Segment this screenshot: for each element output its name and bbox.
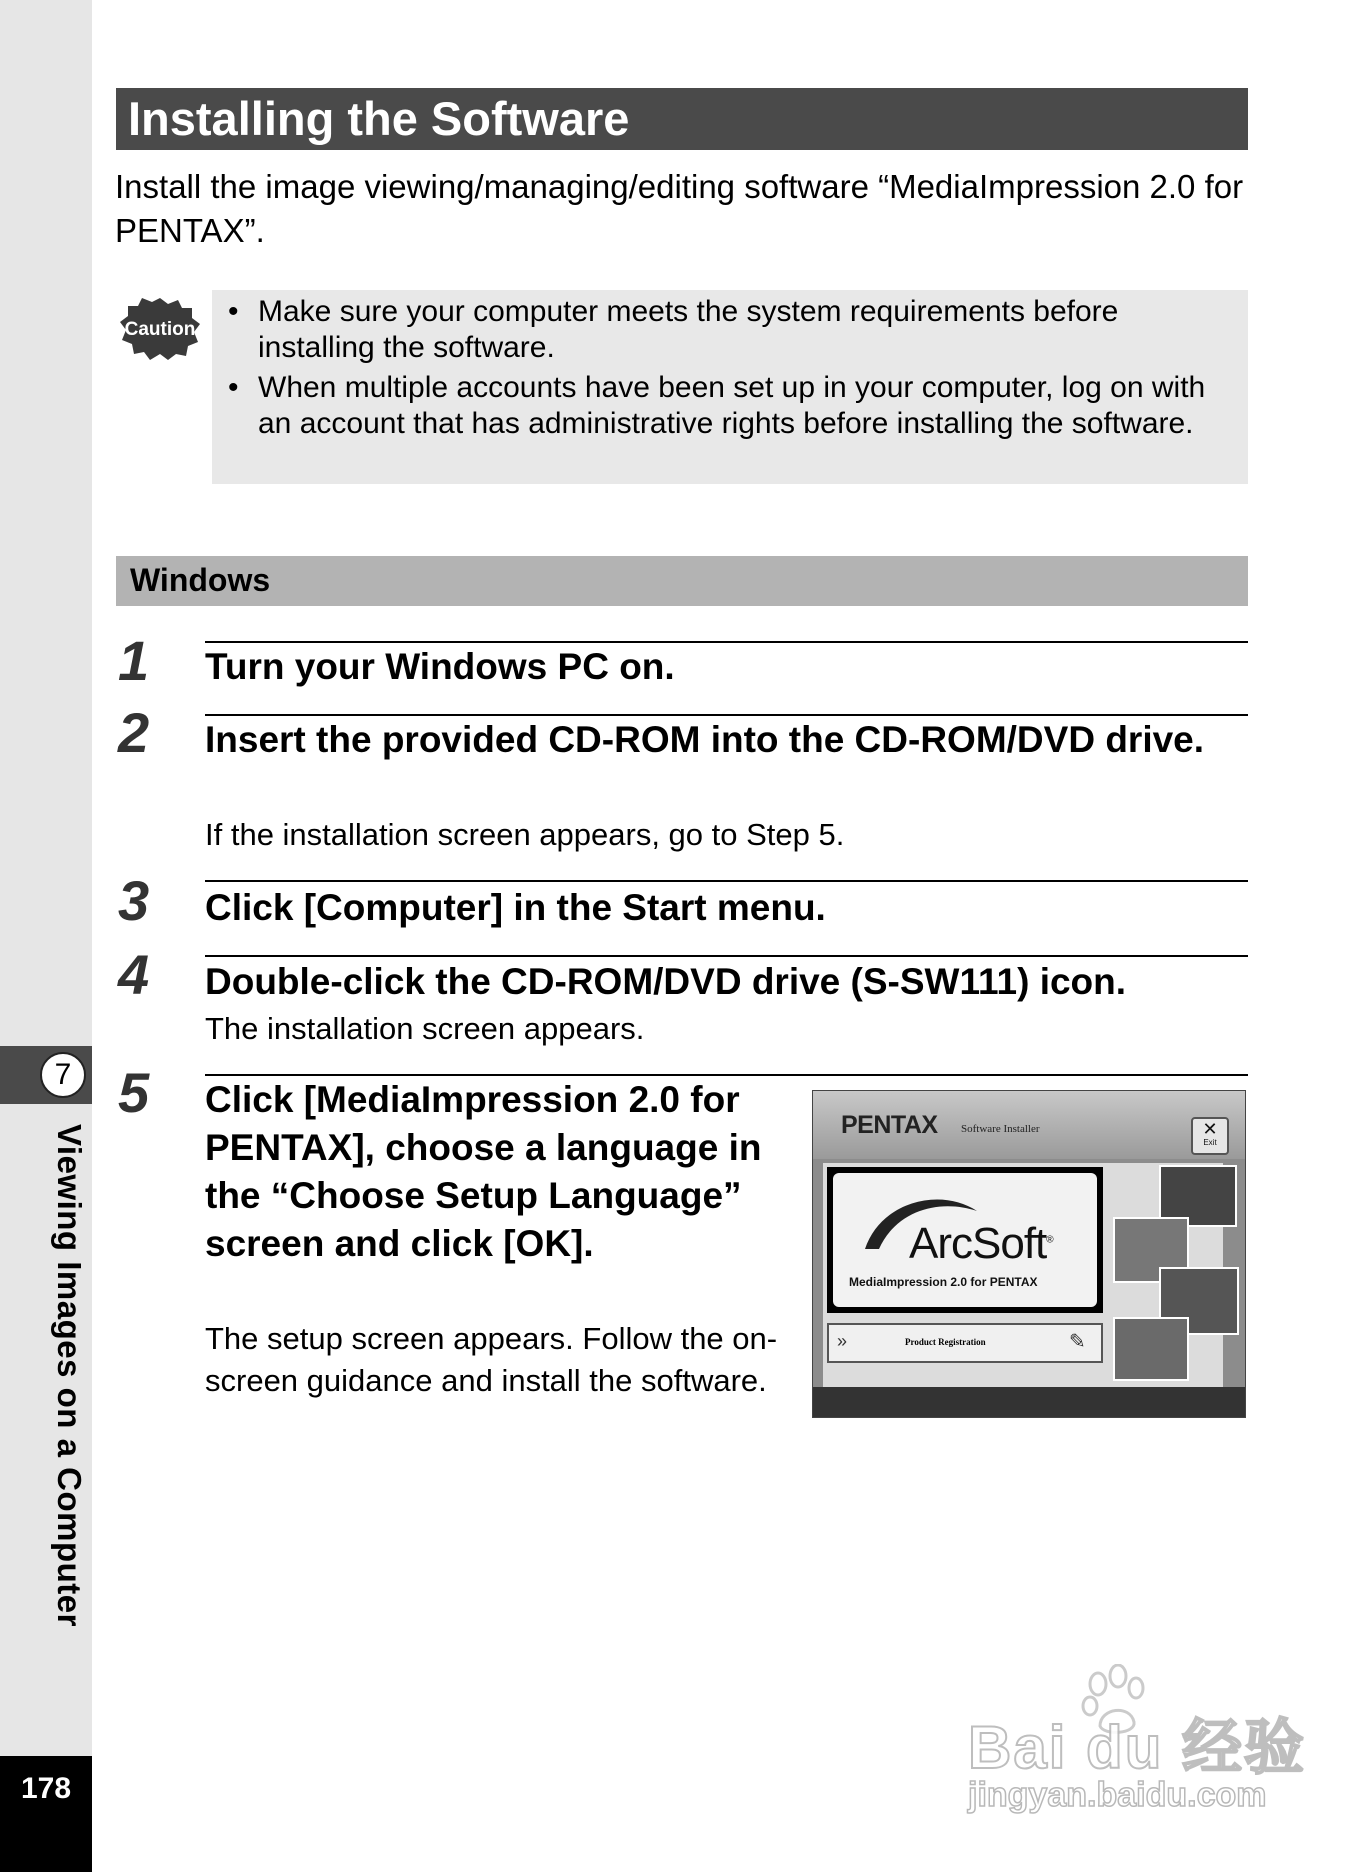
- installer-exit-button[interactable]: [1191, 1117, 1229, 1155]
- caution-icon-label: Caution: [124, 319, 196, 340]
- chapter-title: Viewing Images on a Computer: [51, 1124, 88, 1627]
- step-title: Turn your Windows PC on.: [205, 646, 675, 687]
- double-chevron-icon: »: [837, 1331, 848, 1351]
- page-number: 178: [20, 1772, 72, 1805]
- step-number: 4: [118, 943, 148, 1006]
- installer-brand: PENTAX: [841, 1111, 938, 1139]
- close-icon: ✕: [1202, 1119, 1218, 1139]
- intro-text: Install the image viewing/managing/editing software “MediaImpression 2.0 for PENTAX”.: [115, 168, 1244, 249]
- caution-item: • When multiple accounts have been set up in your computer, log on with an account that has administrative rights before installing the software.: [228, 371, 1206, 440]
- watermark-url: jingyan.baidu.com: [968, 1776, 1267, 1814]
- step-number: 1: [118, 629, 148, 692]
- installer-subtitle: Software Installer: [961, 1123, 1040, 1135]
- step-divider: [205, 880, 1248, 882]
- section-title: Installing the Software: [128, 92, 630, 145]
- pen-icon: ✎: [1069, 1331, 1086, 1353]
- step-number: 3: [118, 869, 148, 932]
- step-title: Click [Computer] in the Start menu.: [205, 887, 826, 928]
- step-title: Click [MediaImpression 2.0 for PENTAX], choose a language in the “Choose Setup Language” screen and click [OK].: [205, 1079, 762, 1264]
- installer-screenshot: [812, 1090, 1246, 1418]
- step-description: The setup screen appears. Follow the on-screen guidance and install the software.: [205, 1321, 778, 1398]
- installer-footer: [813, 1387, 1245, 1417]
- step-number: 2: [118, 701, 148, 764]
- caution-list: [228, 294, 1238, 446]
- chapter-number: 7: [40, 1052, 86, 1098]
- photo-thumbnail: [1113, 1317, 1189, 1381]
- step-number: 5: [118, 1061, 148, 1124]
- product-registration-label: Product Registration: [905, 1337, 986, 1347]
- bullet: •: [228, 295, 239, 328]
- caution-item: • Make sure your computer meets the system requirements before installing the software.: [228, 295, 1119, 364]
- exit-label: Exit: [1203, 1138, 1217, 1147]
- subsection-title: Windows: [130, 562, 271, 598]
- caution-icon: [118, 296, 202, 360]
- watermark-text: Bai du 经验: [968, 1714, 1307, 1781]
- subsection-header: [116, 556, 1248, 606]
- product-name: MediaImpression 2.0 for PENTAX: [849, 1275, 1038, 1289]
- step-description: The installation screen appears.: [205, 1011, 645, 1046]
- arcsoft-logo: ArcSoft®: [909, 1219, 1053, 1268]
- step-description: If the installation screen appears, go to Step 5.: [205, 817, 845, 852]
- bullet: •: [228, 371, 239, 404]
- step-title: Insert the provided CD-ROM into the CD-ROM/DVD drive.: [205, 719, 1205, 760]
- step-title: Double-click the CD-ROM/DVD drive (S-SW111) icon.: [205, 961, 1127, 1002]
- step-divider: [205, 955, 1248, 957]
